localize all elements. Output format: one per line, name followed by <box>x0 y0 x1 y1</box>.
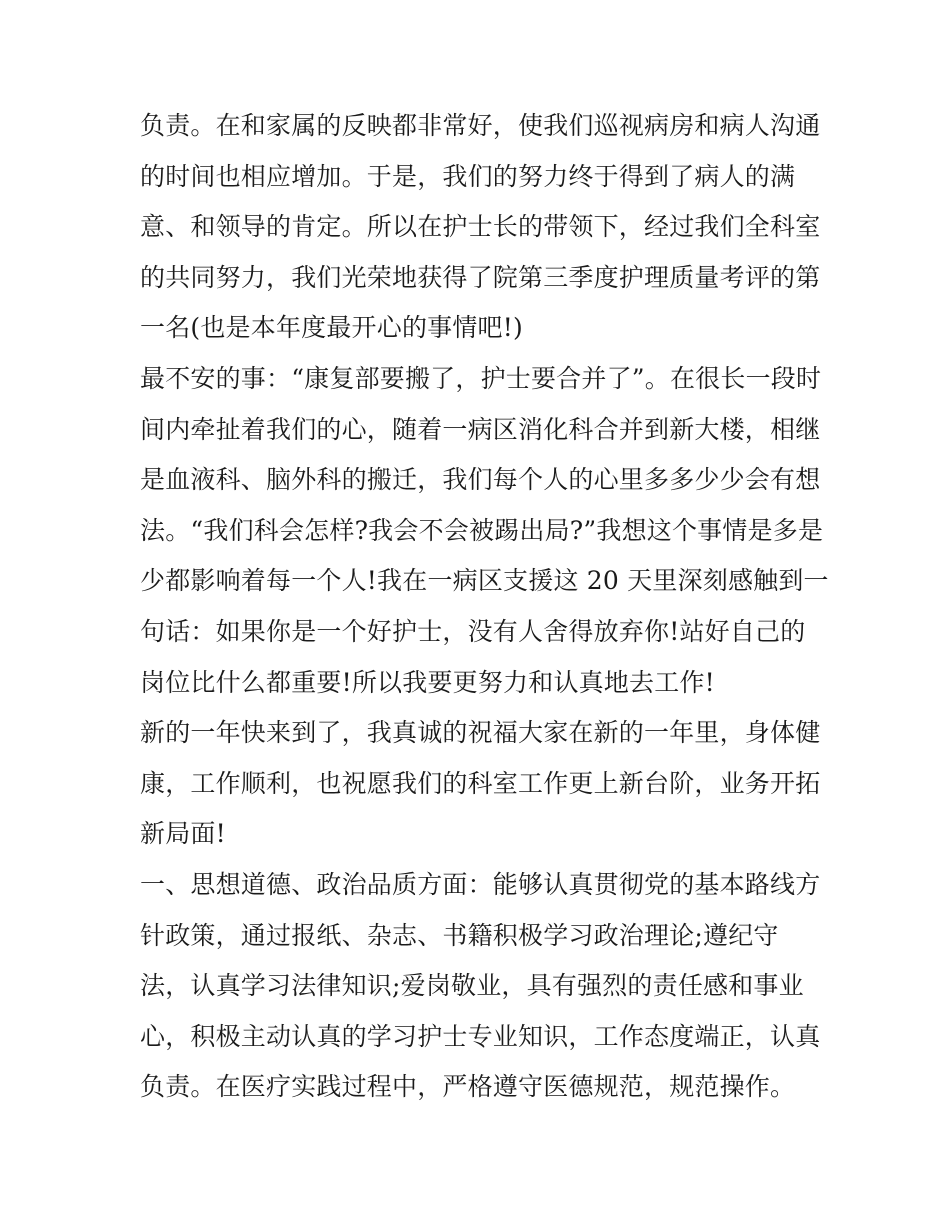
body-text <box>140 101 840 1113</box>
text-line: 负责。在和家属的反映都非常好，使我们巡视病房和病人沟通 <box>140 111 821 140</box>
text-line: 法，认真学习法律知识;爱岗敬业，具有强烈的责任感和事业 <box>140 971 804 1001</box>
text-line: 间内牵扯着我们的心，随着一病区消化科合并到新大楼，相继 <box>140 414 821 444</box>
text-line: 句话：如果你是一个好护士，没有人舍得放弃你!站好自己的 <box>140 616 806 646</box>
text-line: 新的一年快来到了，我真诚的祝福大家在新的一年里，身体健 <box>140 718 821 748</box>
text-line: 少都影响着每一个人!我在一病区支援这 20 天里深刻感触到一 <box>140 566 829 596</box>
text-line: 意、和领导的肯定。所以在护士长的带领下，经过我们全科室 <box>140 212 821 242</box>
text-line: 负责。在医疗实践过程中，严格遵守医德规范，规范操作。 <box>140 1072 796 1102</box>
text-line: 心，积极主动认真的学习护士专业知识，工作态度端正，认真 <box>140 1021 821 1051</box>
text-line: 一、思想道德、政治品质方面：能够认真贯彻党的基本路线方 <box>140 869 821 899</box>
text-line: 的共同努力，我们光荣地获得了院第三季度护理质量考评的第 <box>140 262 821 292</box>
text-line: 康，工作顺利，也祝愿我们的科室工作更上新台阶，业务开拓 <box>140 768 821 798</box>
text-line: 法。“我们科会怎样?我会不会被踢出局?”我想这个事情是多是 <box>140 515 824 545</box>
text-line: 是血液科、脑外科的搬迁，我们每个人的心里多多少少会有想 <box>140 465 821 495</box>
text-line: 针政策，通过报纸、杂志、书籍积极学习政治理论;遵纪守 <box>140 920 779 950</box>
text-line: 的时间也相应增加。于是，我们的努力终于得到了病人的满 <box>140 161 796 191</box>
text-line: 最不安的事：“康复部要搬了，护士要合并了”。在很长一段时 <box>140 363 822 393</box>
text-line: 一名(也是本年度最开心的事情吧!) <box>140 313 523 343</box>
text-line: 新局面! <box>140 819 226 849</box>
text-line: 岗位比什么都重要!所以我要更努力和认真地去工作! <box>140 667 715 697</box>
